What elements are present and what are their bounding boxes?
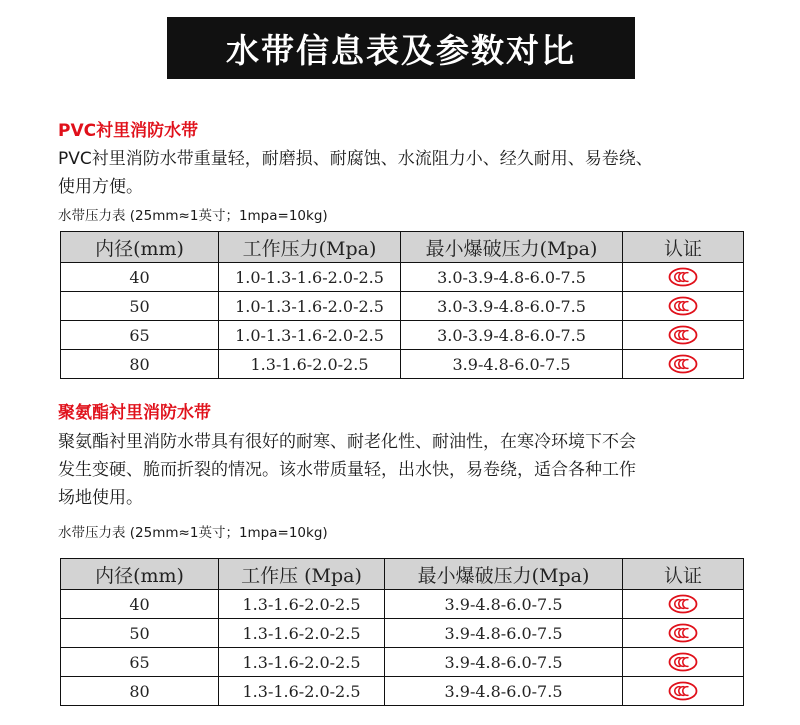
cell-burst-pressure: 3.9-4.8-6.0-7.5: [385, 677, 623, 706]
desc-line: PVC衬里消防水带重量轻，耐磨损、耐腐蚀、水流阻力小、经久耐用、易卷绕、: [58, 149, 653, 169]
table-row: [61, 619, 744, 648]
header-certification: 认证: [623, 232, 744, 263]
page-banner: [167, 17, 635, 79]
ccc-mark-icon: [668, 296, 698, 315]
cell-working-pressure: 1.3-1.6-2.0-2.5: [219, 677, 385, 706]
desc-line: 使用方便。: [58, 177, 143, 197]
cell-burst-pressure: 3.9-4.8-6.0-7.5: [385, 619, 623, 648]
desc-line: 聚氨酯衬里消防水带具有很好的耐寒、耐老化性、耐油性，在寒冷环境下不会: [58, 432, 636, 452]
table-header-row: [61, 232, 744, 263]
table-row: [61, 350, 744, 379]
section-title-polyurethane: 聚氨酯衬里消防水带: [58, 403, 211, 423]
table-row: [61, 590, 744, 619]
cell-certification: [623, 677, 744, 706]
ccc-mark-icon: [668, 681, 698, 700]
cell-diameter: 50: [61, 619, 219, 648]
cell-working-pressure: 1.3-1.6-2.0-2.5: [219, 590, 385, 619]
section-title-pvc: PVC衬里消防水带: [58, 121, 199, 141]
table-row: [61, 321, 744, 350]
table-header-row: [61, 559, 744, 590]
cell-certification: [623, 350, 744, 379]
cell-working-pressure: 1.3-1.6-2.0-2.5: [219, 350, 401, 379]
header-burst-pressure: 最小爆破压力(Mpa): [401, 232, 623, 263]
table-row: [61, 648, 744, 677]
desc-line: 场地使用。: [58, 488, 143, 508]
cell-burst-pressure: 3.9-4.8-6.0-7.5: [385, 590, 623, 619]
cell-diameter: 80: [61, 677, 219, 706]
header-certification: 认证: [623, 559, 744, 590]
desc-line: 发生变硬、脆而折裂的情况。该水带质量轻，出水快，易卷绕，适合各种工作: [58, 460, 636, 480]
ccc-mark-icon: [668, 267, 698, 286]
ccc-mark-icon: [668, 354, 698, 373]
ccc-mark-icon: [668, 652, 698, 671]
header-working-pressure: 工作压 (Mpa): [219, 559, 385, 590]
cell-diameter: 80: [61, 350, 219, 379]
ccc-mark-icon: [668, 325, 698, 344]
cell-burst-pressure: 3.0-3.9-4.8-6.0-7.5: [401, 321, 623, 350]
header-diameter: 内径(mm): [61, 559, 219, 590]
cell-working-pressure: 1.0-1.3-1.6-2.0-2.5: [219, 292, 401, 321]
cell-diameter: 40: [61, 263, 219, 292]
cell-certification: [623, 590, 744, 619]
cell-working-pressure: 1.0-1.3-1.6-2.0-2.5: [219, 321, 401, 350]
pressure-note: 水带压力表 (25mm≈1英寸；1mpa=10kg): [58, 208, 328, 224]
cell-working-pressure: 1.0-1.3-1.6-2.0-2.5: [219, 263, 401, 292]
cell-burst-pressure: 3.9-4.8-6.0-7.5: [385, 648, 623, 677]
cell-diameter: 65: [61, 321, 219, 350]
ccc-mark-icon: [668, 623, 698, 642]
table-row: [61, 292, 744, 321]
cell-working-pressure: 1.3-1.6-2.0-2.5: [219, 648, 385, 677]
cell-burst-pressure: 3.0-3.9-4.8-6.0-7.5: [401, 292, 623, 321]
cell-burst-pressure: 3.9-4.8-6.0-7.5: [401, 350, 623, 379]
pressure-note: 水带压力表 (25mm≈1英寸；1mpa=10kg): [58, 525, 328, 541]
table-row: [61, 263, 744, 292]
polyurethane-pressure-table: [60, 558, 744, 706]
cell-diameter: 50: [61, 292, 219, 321]
cell-certification: [623, 619, 744, 648]
cell-burst-pressure: 3.0-3.9-4.8-6.0-7.5: [401, 263, 623, 292]
header-diameter: 内径(mm): [61, 232, 219, 263]
ccc-mark-icon: [668, 594, 698, 613]
cell-certification: [623, 321, 744, 350]
header-burst-pressure: 最小爆破压力(Mpa): [385, 559, 623, 590]
pvc-pressure-table: [60, 231, 744, 379]
cell-certification: [623, 263, 744, 292]
banner-title: 水带信息表及参数对比: [226, 30, 576, 70]
cell-diameter: 40: [61, 590, 219, 619]
cell-certification: [623, 292, 744, 321]
table-row: [61, 677, 744, 706]
cell-certification: [623, 648, 744, 677]
cell-diameter: 65: [61, 648, 219, 677]
header-working-pressure: 工作压力(Mpa): [219, 232, 401, 263]
cell-working-pressure: 1.3-1.6-2.0-2.5: [219, 619, 385, 648]
